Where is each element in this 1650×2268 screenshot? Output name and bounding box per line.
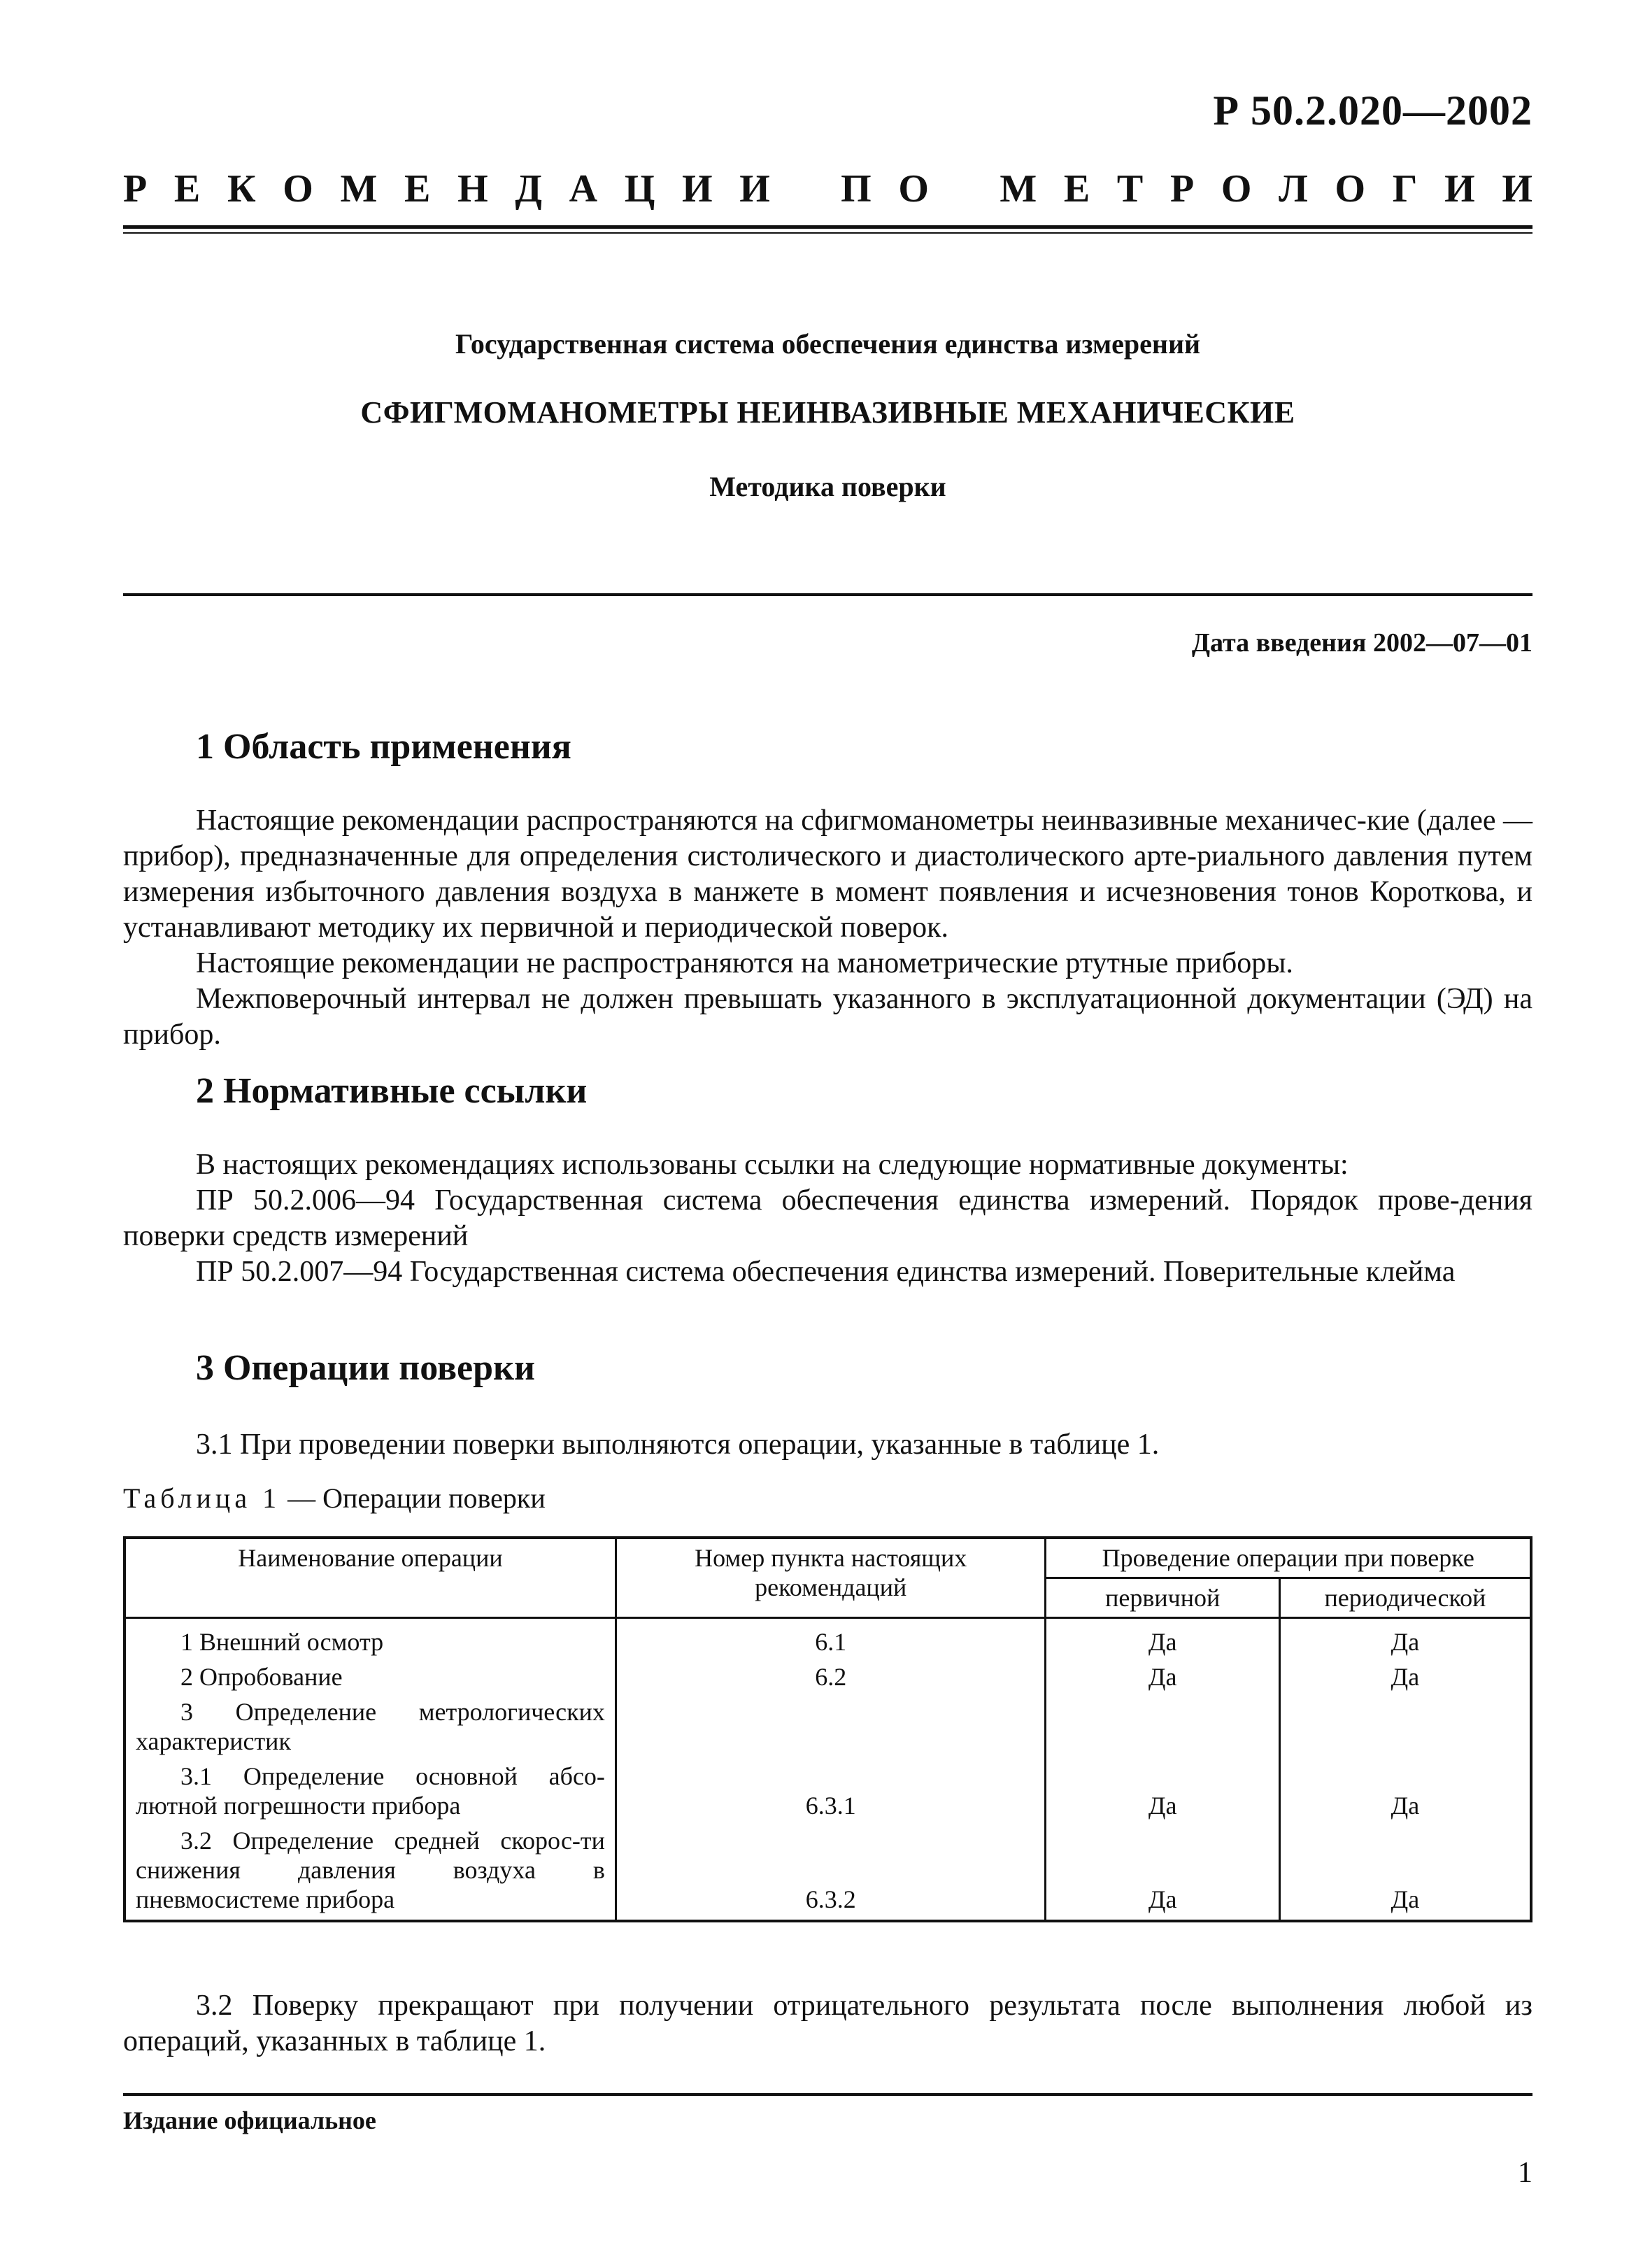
- banner-letter: Ц: [624, 167, 655, 211]
- operations-table: [123, 1536, 1532, 1922]
- title-rule: [123, 593, 1532, 596]
- banner-letter: Т: [1116, 167, 1144, 211]
- section-2-heading: 2 Нормативные ссылки: [196, 1071, 588, 1111]
- table-row: [125, 1659, 1531, 1694]
- cell-operation-name: [125, 1823, 616, 1921]
- banner-letter: М: [340, 167, 378, 211]
- cell-item-number: 6.3.1: [616, 1759, 1046, 1823]
- banner-letter: И: [681, 167, 713, 211]
- cell-text: 3 Определение метрологических характеристик: [136, 1698, 605, 1755]
- cell-primary: Да: [1046, 1759, 1279, 1823]
- cell-operation-name: [125, 1659, 616, 1694]
- cell-item-number: 6.1: [616, 1618, 1046, 1660]
- banner-letter: И: [739, 167, 770, 211]
- table-caption: [123, 1482, 546, 1515]
- footer-rule: [123, 2093, 1532, 2096]
- header-conduct: Проведение операции при поверке: [1046, 1538, 1531, 1578]
- banner-letter: Р: [1169, 167, 1195, 211]
- banner-letter: К: [227, 167, 256, 211]
- cell-text: 1 Внешний осмотр: [180, 1628, 384, 1656]
- header-primary: первичной: [1046, 1578, 1279, 1618]
- cell-text: 2 Опробование: [180, 1663, 343, 1691]
- banner-letter: И: [1502, 167, 1532, 211]
- table-row: [125, 1694, 1531, 1759]
- table-caption-text: — Операции поверки: [280, 1482, 546, 1514]
- cell-primary: Да: [1046, 1659, 1279, 1694]
- paragraph: ПР 50.2.006—94 Государственная система обеспечения единства измерений. Порядок прове-дения поверки средств измерений: [123, 1184, 1532, 1252]
- document-subtitle: Методика поверки: [709, 471, 946, 502]
- cell-operation-name: [125, 1694, 616, 1759]
- banner-rule-thick: [123, 225, 1532, 229]
- cell-periodic: Да: [1279, 1823, 1531, 1921]
- banner-letter: Е: [1063, 167, 1090, 211]
- banner-letter: М: [1000, 167, 1037, 211]
- section-1-heading: 1 Область применения: [196, 727, 571, 767]
- cell-item-number: [616, 1694, 1046, 1759]
- banner-letter: Е: [404, 167, 431, 211]
- banner-letter: [797, 166, 813, 211]
- header-operation-name: Наименование операции: [125, 1538, 616, 1618]
- banner-letter: А: [569, 167, 598, 211]
- banner-letter: О: [1335, 167, 1366, 211]
- document-number: Р 50.2.020—2002: [1213, 87, 1532, 134]
- banner-letter: П: [841, 167, 872, 211]
- table-row: [125, 1618, 1531, 1660]
- cell-operation-name: [125, 1618, 616, 1660]
- paragraph: ПР 50.2.007—94 Государственная система обеспечения единства измерений. Поверительные клейма: [196, 1256, 1456, 1288]
- banner-letter: Р: [123, 167, 148, 211]
- page-number: 1: [1518, 2157, 1532, 2189]
- section-2-body: [123, 1147, 1532, 1290]
- section-3-heading: 3 Операции поверки: [196, 1348, 535, 1388]
- document-title: СФИГМОМАНОМЕТРЫ НЕИНВАЗИВНЫЕ МЕХАНИЧЕСКИЕ: [360, 395, 1295, 430]
- header-periodic: периодической: [1279, 1578, 1531, 1618]
- cell-primary: Да: [1046, 1618, 1279, 1660]
- banner-letter: Н: [457, 167, 488, 211]
- section-1-body: [123, 803, 1532, 1053]
- cell-text: 3.2 Определение средней скорос-ти снижения давления воздуха в пневмосистеме прибора: [136, 1827, 605, 1913]
- banner-letter: Д: [515, 167, 542, 211]
- paragraph: 3.1 При проведении поверки выполняются операции, указанные в таблице 1.: [196, 1429, 1160, 1461]
- banner-letter: И: [1444, 167, 1475, 211]
- paragraph: В настоящих рекомендациях использованы ссылки на следующие нормативные документы:: [196, 1149, 1349, 1181]
- banner-letter: О: [1221, 167, 1252, 211]
- cell-periodic: Да: [1279, 1659, 1531, 1694]
- cell-item-number: 6.2: [616, 1659, 1046, 1694]
- cell-primary: [1046, 1694, 1279, 1759]
- banner-letter: Е: [173, 167, 201, 211]
- edition-label: Издание официальное: [123, 2106, 376, 2134]
- cell-item-number: 6.3.2: [616, 1823, 1046, 1921]
- cell-text: 3.1 Определение основной абсо-лютной погрешности прибора: [136, 1762, 605, 1820]
- banner-letter: Л: [1279, 167, 1308, 211]
- system-title: Государственная система обеспечения единства измерений: [455, 328, 1201, 360]
- table-caption-label: Таблица 1: [123, 1482, 281, 1514]
- paragraph: 3.2 Поверку прекращают при получении отрицательного результата после выполнения любой из операций, указанных в таблице 1.: [123, 1990, 1532, 2057]
- banner-letter: [956, 166, 973, 211]
- banner-letter: О: [283, 167, 313, 211]
- paragraph: Настоящие рекомендации распространяются на сфигмоманометры неинвазивные механичес-кие (далее — прибор), предназначенные для определения систолического и диастолического арте-риального давления путем измерения избыточного давления воздуха в манжете в момент появления и исчезновения тонов Короткова, и устанавливают методику их первичной и периодической поверок.: [123, 805, 1532, 944]
- banner-letter: О: [898, 167, 929, 211]
- header-item-number: Номер пункта настоящих рекомендаций: [616, 1538, 1046, 1618]
- cell-periodic: Да: [1279, 1618, 1531, 1660]
- paragraph: Настоящие рекомендации не распространяются на манометрические ртутные приборы.: [196, 947, 1293, 979]
- table-row: [125, 1759, 1531, 1823]
- section-3-body: [123, 1988, 1532, 2060]
- cell-operation-name: [125, 1759, 616, 1823]
- banner-letter: Г: [1392, 167, 1418, 211]
- cell-periodic: [1279, 1694, 1531, 1759]
- banner-rule-thin: [123, 232, 1532, 234]
- paragraph: Межповерочный интервал не должен превышать указанного в эксплуатационной документации (ЭД) на прибор.: [123, 983, 1532, 1051]
- cell-primary: Да: [1046, 1823, 1279, 1921]
- series-banner: [123, 166, 1532, 211]
- table-row: [125, 1823, 1531, 1921]
- section-3-intro: [123, 1427, 1532, 1463]
- cell-periodic: Да: [1279, 1759, 1531, 1823]
- introduction-date: Дата введения 2002—07—01: [1191, 628, 1532, 658]
